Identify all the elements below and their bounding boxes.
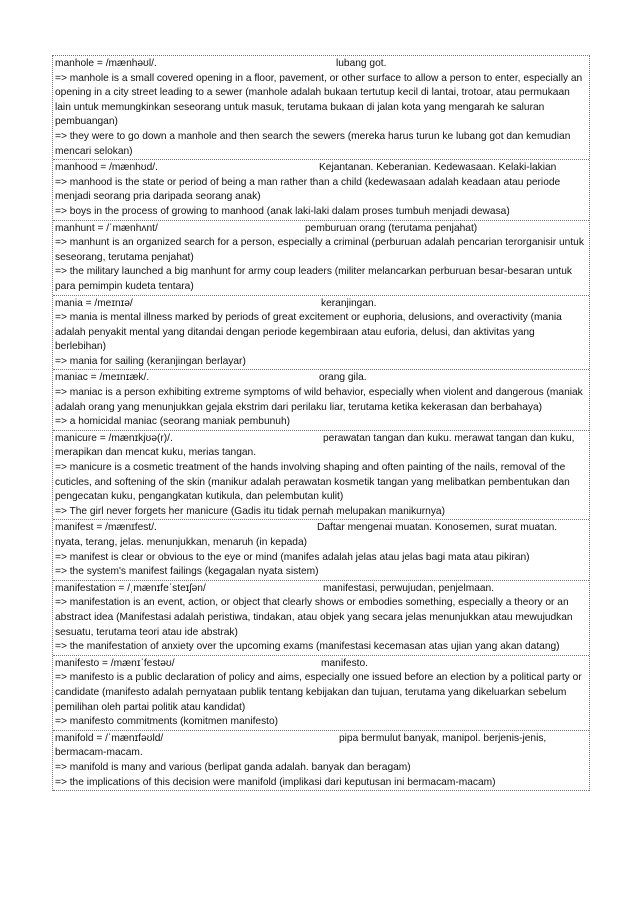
entry-heading xyxy=(55,222,587,237)
example-line: => the manifestation of anxiety over the upcoming exams (manifestasi kecemasan atas ujian yang akan datang) xyxy=(55,641,560,653)
dictionary-entry xyxy=(53,581,589,656)
entry-heading xyxy=(55,161,587,176)
headword: manifestation = /ˌmænɪfeˈsteɪʃən/ xyxy=(55,582,206,594)
headword: manifesto = /mænɪˈfestəʊ/ xyxy=(55,657,175,669)
dictionary-entry xyxy=(53,160,589,220)
example-line: => the system's manifest failings (kegagalan nyata sistem) xyxy=(55,566,319,578)
translation: keranjingan. xyxy=(321,297,377,309)
translation: manifesto. xyxy=(321,657,368,669)
entry-heading xyxy=(55,732,587,761)
translation: Daftar mengenai muatan. Konosemen, surat muatan. nyata, terang, jelas. menunjukkan, menaruh (in kepada) xyxy=(55,522,558,548)
dictionary-document xyxy=(52,55,590,791)
headword: manifest = /mænɪfest/. xyxy=(55,522,157,534)
translation: Kejantanan. Keberanian. Kedewasaan. Kelaki-lakian xyxy=(319,162,557,174)
definition-line: => manifold is many and various (berlipat ganda adalah. banyak dan beragam) xyxy=(55,761,411,773)
entry-heading xyxy=(55,521,587,550)
dictionary-entry xyxy=(53,370,589,430)
definition-line: => maniac is a person exhibiting extreme symptoms of wild behavior, especially when violent and dangerous (maniak adalah orang yang menunjukkan gejala ekstrim dari perilaku liar, terutama ketika kekerasan dan berbahaya) xyxy=(55,387,583,413)
translation: perawatan tangan dan kuku. merawat tangan dan kuku, merapikan dan mencat kuku, merias tangan. xyxy=(55,432,575,459)
translation: orang gila. xyxy=(319,372,367,384)
headword: maniac = /meɪnɪæk/. xyxy=(55,372,150,384)
dictionary-entry xyxy=(53,431,589,521)
headword: mania = /meɪnɪə/ xyxy=(55,297,133,309)
dictionary-entry xyxy=(53,520,589,580)
example-line: => the implications of this decision were manifold (implikasi dari keputusan ini bermacam-macam) xyxy=(55,776,496,788)
entry-heading xyxy=(55,57,587,72)
example-line: => the military launched a big manhunt for army coup leaders (militer melancarkan perburuan besar-besaran untuk para pemimpin kudeta tentara) xyxy=(55,266,573,292)
dictionary-entry xyxy=(53,56,589,160)
dictionary-entry xyxy=(53,221,589,296)
example-line: => boys in the process of growing to manhood (anak laki-laki dalam proses tumbuh menjadi dewasa) xyxy=(55,205,510,217)
example-line: => The girl never forgets her manicure (Gadis itu tidak pernah melupakan manikurnya) xyxy=(55,505,445,517)
translation: lubang got. xyxy=(336,58,387,69)
definition-line: => manhunt is an organized search for a person, especially a criminal (perburuan adalah pencarian terorganisir untuk seseorang, terutama penjahat) xyxy=(55,237,584,263)
headword: manhood = /mænhʊd/. xyxy=(55,162,158,174)
dictionary-entry xyxy=(53,296,589,371)
definition-line: => manifestation is an event, action, or object that clearly shows or embodies something, especially a theory or an abstract idea (Manifestasi adalah peristiwa, tindakan, atau objek yang secara jelas menunjukkan atau mewujudkan sesuatu, terutama teori atau ide abstrak) xyxy=(55,597,573,638)
example-line: => manifesto commitments (komitmen manifesto) xyxy=(55,716,279,728)
translation: manifestasi, perwujudan, penjelmaan. xyxy=(323,582,495,594)
translation: pipa bermulut banyak, manipol. berjenis-jenis, bermacam-macam. xyxy=(55,732,547,759)
definition-line: => manhole is a small covered opening in a floor, pavement, or other surface to allow a person to enter, especially an opening in a city street leading to a sewer (manhole adalah bukaan tertutup kecil di lantai, trotoar, atau permukaan lain untuk memungkinkan seseorang untuk masuk, terutama bukaan di jalan kota yang mengarah ke saluran pembuangan) xyxy=(55,72,583,128)
entry-heading xyxy=(55,432,587,461)
entry-heading xyxy=(55,657,587,672)
headword: manhunt = /ˈmænhʌnt/ xyxy=(55,222,158,234)
definition-line: => mania is mental illness marked by periods of great excitement or euphoria, delusions, and overactivity (mania adalah penyakit mental yang ditandai dengan periode kegembiraan atau euforia, delusi, dan aktivitas yang berlebihan) xyxy=(55,312,562,353)
example-line: => they were to go down a manhole and then search the sewers (mereka harus turun ke lubang got dan kemudian mencari selokan) xyxy=(55,130,571,157)
definition-line: => manicure is a cosmetic treatment of the hands involving shaping and often painting of the nails, removal of the cuticles, and softening of the skin (manikur adalah perawatan kosmetik tangan yang melibatkan pembentukan dan pengecatan kuku, pengangkatan kutikula, dan pelembutan kulit) xyxy=(55,462,570,503)
dictionary-entry xyxy=(53,656,589,731)
headword: manicure = /mænɪkjʊə(r)/. xyxy=(55,432,173,444)
definition-line: => manhood is the state or period of being a man rather than a child (kedewasaan adalah keadaan atau periode menjadi seorang pria daripada seorang anak) xyxy=(55,176,561,203)
entry-heading xyxy=(55,582,587,597)
dictionary-entry xyxy=(53,731,589,791)
example-line: => mania for sailing (keranjingan berlayar) xyxy=(55,355,246,367)
entry-heading xyxy=(55,297,587,312)
translation: pemburuan orang (terutama penjahat) xyxy=(305,222,478,234)
definition-line: => manifest is clear or obvious to the eye or mind (manifes adalah jelas atau jelas bagi mata atau pikiran) xyxy=(55,551,530,563)
definition-line: => manifesto is a public declaration of policy and aims, especially one issued before an election by a political party or candidate (manifesto adalah pernyataan publik tentang kebijakan dan tujuan, terutama yang dikeluarkan sebelum pemilihan oleh partai politik atau kandidat) xyxy=(55,672,582,713)
headword: manhole = /mænhəʊl/. xyxy=(55,58,157,69)
example-line: => a homicidal maniac (seorang maniak pembunuh) xyxy=(55,416,291,428)
headword: manifold = /ˈmænɪfəʊld/ xyxy=(55,732,164,744)
entry-heading xyxy=(55,371,587,386)
